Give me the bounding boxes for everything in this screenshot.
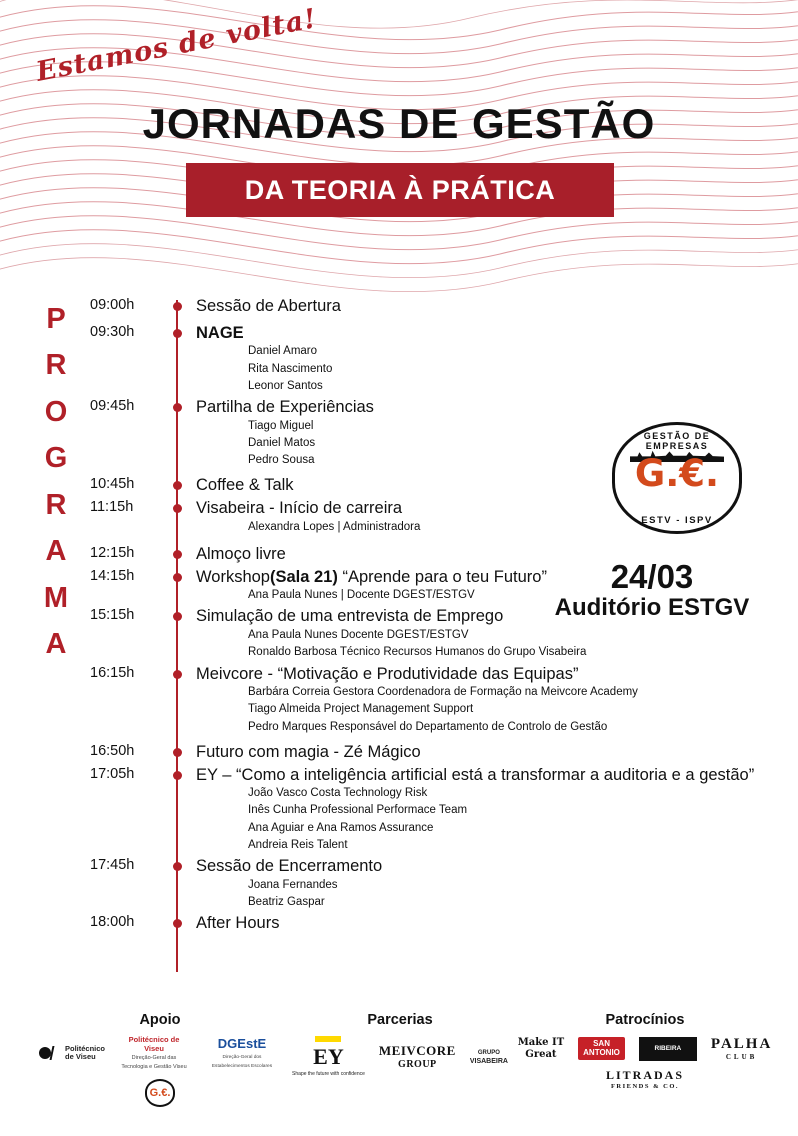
schedule-speaker: Tiago Almeida Project Management Support xyxy=(248,703,474,716)
logo-line1: DGEstE xyxy=(217,1036,267,1052)
schedule-title: Coffee & Talk xyxy=(196,476,294,495)
logo-palha-club xyxy=(711,1036,772,1061)
schedule-content xyxy=(170,397,374,469)
logo-line1: GRUPO xyxy=(477,1050,500,1057)
logo-line1: Make IT xyxy=(517,1037,565,1049)
badge-bottom-text: ESTV - ISPV xyxy=(641,515,713,526)
timeline-dot xyxy=(173,403,182,412)
schedule-content xyxy=(170,742,421,763)
schedule-speaker: Leonor Santos xyxy=(248,379,323,392)
logo-ey xyxy=(292,1036,365,1078)
logo-line1: SAN xyxy=(593,1038,610,1048)
logo-line2: GROUP xyxy=(398,1058,437,1070)
schedule-speaker: Andreia Reis Talent xyxy=(248,838,348,851)
apoio-group xyxy=(30,1012,290,1107)
schedule-title: Futuro com magia - Zé Mágico xyxy=(196,742,421,761)
schedule-title xyxy=(196,567,547,588)
logo-ribeiragrafica xyxy=(639,1037,697,1061)
schedule-title: Meivcore - “Motivação e Produtividade das Equipas” xyxy=(196,664,579,683)
patrocinios-logos xyxy=(505,1036,785,1061)
badge-top-text: GESTÃO DE EMPRESAS xyxy=(643,431,711,451)
programa-letter: O xyxy=(44,395,68,428)
schedule-title: Almoço livre xyxy=(196,544,286,563)
schedule-title: Sessão de Encerramento xyxy=(196,857,383,876)
schedule-time: 17:45h xyxy=(90,857,135,874)
schedule-content xyxy=(170,498,420,536)
parcerias-logos xyxy=(290,1036,510,1078)
schedule-content xyxy=(170,765,754,855)
logo-meivcore-group xyxy=(379,1044,456,1070)
schedule-row xyxy=(90,856,790,911)
schedule-row xyxy=(90,913,790,934)
timeline-dot xyxy=(173,771,182,780)
patrocinios-title: Patrocínios xyxy=(605,1012,685,1028)
schedule-content xyxy=(170,913,279,934)
event-date: 24/03 xyxy=(610,558,694,595)
logo-ge-club xyxy=(145,1079,175,1107)
schedule-speaker: Ana Aguiar e Ana Ramos Assurance xyxy=(248,821,434,834)
schedule-speaker: Ana Paula Nunes Docente DGEST/ESTGV xyxy=(248,629,469,641)
schedule-content xyxy=(170,323,332,395)
logo-politecnico-viseu-red xyxy=(119,1036,189,1071)
schedule-row xyxy=(90,742,790,763)
logo-politecnico-viseu xyxy=(39,1045,105,1062)
logo-line2: de Viseu xyxy=(64,1052,96,1062)
poster-header xyxy=(0,0,798,250)
logo-line2: Direção-Geral dos Estabelecimentos Escolares xyxy=(211,1055,273,1069)
schedule-speaker: Alexandra Lopes | Administradora xyxy=(248,520,421,533)
schedule-speaker: Inês Cunha Professional Performace Team xyxy=(248,804,468,817)
schedule-time: 14:15h xyxy=(90,567,135,584)
politecnico-mark-icon xyxy=(39,1046,61,1060)
schedule-time: 16:15h xyxy=(90,664,135,681)
parcerias-title: Parcerias xyxy=(367,1012,433,1028)
ey-bar-icon xyxy=(315,1036,341,1042)
schedule-title: Visabeira - Início de carreira xyxy=(196,499,403,517)
schedule-time: 11:15h xyxy=(90,499,134,515)
parcerias-group xyxy=(290,1012,510,1078)
schedule-speaker: João Vasco Costa Technology Risk xyxy=(248,787,428,800)
schedule-time: 16:50h xyxy=(90,742,135,759)
schedule-title: NAGE xyxy=(196,323,244,342)
schedule-title: Partilha de Experiências xyxy=(196,398,374,416)
logo-make-it-great xyxy=(518,1037,564,1060)
ge-badge-logo xyxy=(612,422,742,534)
schedule-time: 09:30h xyxy=(90,323,135,340)
programa-letter: A xyxy=(45,628,67,661)
timeline-dot xyxy=(173,550,182,559)
schedule-time: 09:00h xyxy=(90,297,135,313)
logo-dgeste xyxy=(203,1037,281,1069)
logo-line1: Politécnico xyxy=(64,1043,105,1053)
programa-vertical-label xyxy=(34,296,78,668)
logo-san-antonio xyxy=(578,1037,625,1061)
kicker-text: Estamos de volta! xyxy=(33,3,320,88)
programa-letter: R xyxy=(45,349,67,382)
schedule-content xyxy=(170,475,294,496)
programa-letter: M xyxy=(43,581,69,614)
logo-line2: Great xyxy=(525,1048,557,1060)
schedule-speaker: Ronaldo Barbosa Técnico Recursos Humanos do Grupo Visabeira xyxy=(248,646,587,659)
logo-line2: CLUB xyxy=(725,1053,758,1062)
programa-letter: P xyxy=(46,302,66,335)
schedule-time: 12:15h xyxy=(90,544,135,561)
schedule-speaker: Barbára Correia Gestora Coordenadora de Formação na Meivcore Academy xyxy=(248,686,638,699)
logo-line2: VISABEIRA xyxy=(469,1057,508,1065)
schedule-title-pre: Workshop xyxy=(196,567,270,586)
apoio-title: Apoio xyxy=(139,1012,181,1028)
schedule-content xyxy=(170,856,382,911)
logo-line2: Direção-Geral das Tecnologia e Gestão Viseu xyxy=(121,1055,187,1070)
logo-line1: RIBEIRA xyxy=(654,1044,682,1052)
programa-letter: R xyxy=(45,488,67,521)
schedule-speaker: Daniel Matos xyxy=(248,436,316,449)
schedule-time: 18:00h xyxy=(90,914,135,931)
schedule-speaker: Pedro Marques Responsável do Departamento de Controlo de Gestão xyxy=(248,720,608,733)
schedule-content xyxy=(170,606,586,661)
page-title: JORNADAS DE GESTÃO xyxy=(142,100,656,147)
logo-litradas xyxy=(606,1069,684,1090)
patrocinios-group xyxy=(505,1012,785,1091)
timeline-dot xyxy=(173,573,182,582)
apoio-logos xyxy=(30,1036,290,1071)
schedule-speaker: Rita Nascimento xyxy=(248,362,333,375)
logo-line1: PALHA xyxy=(710,1036,773,1052)
logo-grupo-visabeira xyxy=(470,1048,508,1066)
schedule-speaker: Tiago Miguel xyxy=(248,419,314,432)
schedule-speaker: Daniel Amaro xyxy=(248,345,318,358)
schedule-content xyxy=(170,296,341,317)
schedule-title: EY – “Como a inteligência artificial está a transformar a auditoria e a gestão” xyxy=(196,765,755,784)
schedule-title: Simulação de uma entrevista de Emprego xyxy=(196,607,504,626)
schedule-speaker: Pedro Sousa xyxy=(248,454,315,467)
schedule-row xyxy=(90,296,790,317)
schedule-row xyxy=(90,765,790,855)
schedule-time: 15:15h xyxy=(90,607,135,624)
timeline-dot xyxy=(173,504,182,513)
event-venue: Auditório ESTGV xyxy=(554,593,750,621)
timeline-dot xyxy=(173,670,182,679)
schedule-title-highlight: (Sala 21) xyxy=(269,567,338,586)
logo-line1: G.€. xyxy=(149,1086,171,1099)
schedule-row xyxy=(90,323,790,395)
schedule-title-post: “Aprende para o teu Futuro” xyxy=(337,567,547,586)
schedule-speaker: Ana Paula Nunes | Docente DGEST/ESTGV xyxy=(248,589,475,602)
schedule-time: 17:05h xyxy=(90,765,135,782)
badge-center-text: G.€. xyxy=(634,452,720,495)
logo-line2: Shape the future with confidence xyxy=(292,1071,365,1078)
schedule-row xyxy=(90,664,790,736)
programa-letter: A xyxy=(45,535,67,568)
logo-line1: Politécnico de Viseu xyxy=(128,1035,180,1053)
timeline-dot xyxy=(173,748,182,757)
logo-line2: FRIENDS & CO. xyxy=(610,1083,680,1091)
timeline-dot xyxy=(173,329,182,338)
schedule-speaker: Beatriz Gaspar xyxy=(248,896,325,908)
logo-line1: LITRADAS xyxy=(605,1068,684,1083)
schedule-time: 10:45h xyxy=(90,476,135,493)
timeline-dot xyxy=(173,302,182,311)
schedule-content xyxy=(170,567,547,605)
logo-line1: EY xyxy=(313,1044,344,1069)
event-date-block xyxy=(542,560,762,621)
schedule-title: Sessão de Abertura xyxy=(196,297,341,315)
logo-line1: MEIVCORE xyxy=(378,1042,456,1058)
schedule-title: After Hours xyxy=(196,914,280,933)
logo-line2: ANTONIO xyxy=(583,1047,620,1057)
schedule-time: 09:45h xyxy=(90,398,135,414)
schedule-content xyxy=(170,664,638,736)
schedule-content xyxy=(170,544,286,565)
schedule-speaker: Joana Fernandes xyxy=(248,878,338,891)
subtitle-banner xyxy=(186,163,614,217)
programa-letter: G xyxy=(44,442,68,475)
subtitle-text: DA TEORIA À PRÁTICA xyxy=(244,174,556,205)
sponsors-footer xyxy=(0,996,798,1136)
